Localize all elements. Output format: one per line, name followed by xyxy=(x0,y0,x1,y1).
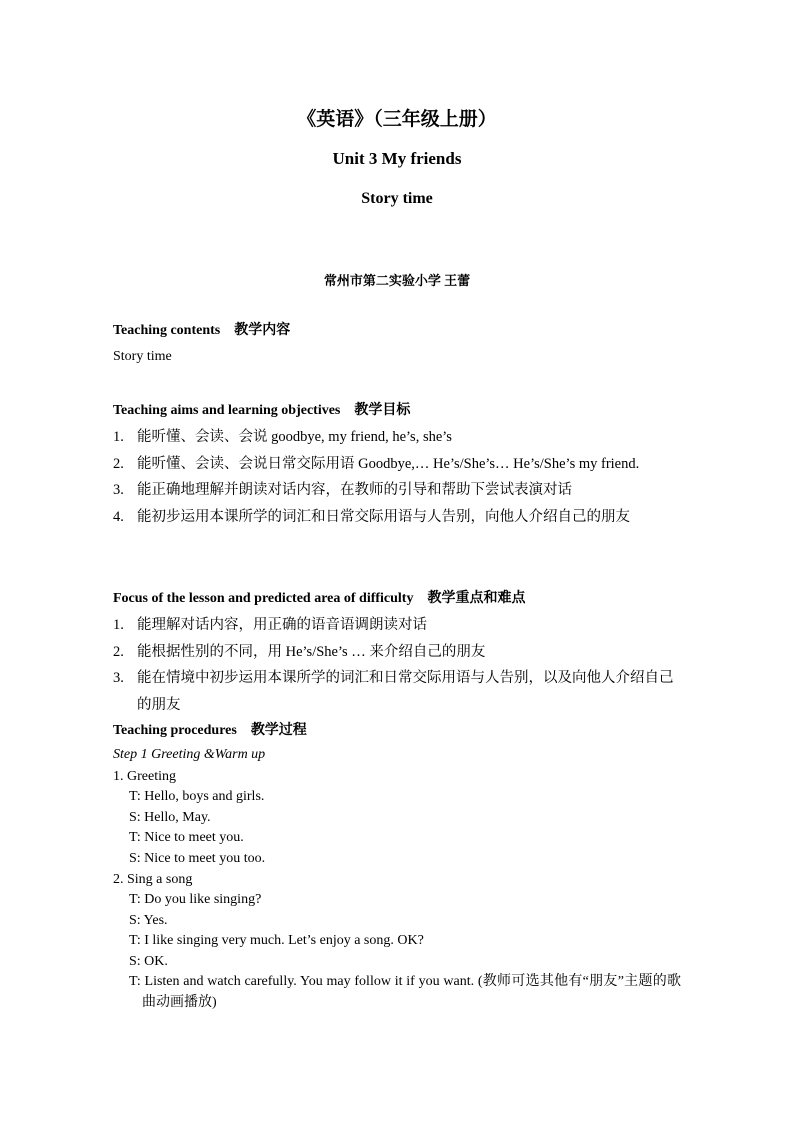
list-item: 3. 能正确地理解并朗读对话内容，在教师的引导和帮助下尝试表演对话 xyxy=(113,482,572,498)
dialogue-line: T: I like singing very much. Let’s enjoy a song. OK? xyxy=(129,933,424,948)
contents-heading-en: Teaching contents xyxy=(113,323,221,338)
contents-text: Story time xyxy=(113,349,172,364)
lesson-title: Story time xyxy=(361,190,433,207)
section-procedures xyxy=(113,718,681,1013)
dialogue-line: T: Hello, boys and girls. xyxy=(129,789,265,804)
contents-heading-cn: 教学内容 xyxy=(234,323,291,338)
procedures-heading-en: Teaching procedures xyxy=(113,723,237,738)
focus-heading-en: Focus of the lesson and predicted area of difficulty xyxy=(113,591,414,606)
dialogue-line: S: Yes. xyxy=(129,912,168,928)
aims-heading-cn: 教学目标 xyxy=(354,403,411,418)
list-item: 1. 能理解对话内容，用正确的语音语调朗读对话 xyxy=(113,617,427,633)
section-contents xyxy=(113,318,681,370)
procedures-heading xyxy=(113,718,681,744)
aims-list xyxy=(113,424,681,530)
dialogue-line: T: Nice to meet you. xyxy=(129,830,244,845)
dialogue-line: S: OK. xyxy=(129,953,168,969)
procedures-heading-cn: 教学过程 xyxy=(250,723,307,738)
dialogue-line: T: Listen and watch carefully. You may follow it if you want. (教师可选其他有“朋友”主题的歌曲动画播放) xyxy=(129,974,681,1010)
list-item: 1. 能听懂、会读、会说 goodbye, my friend, he’s, she’s xyxy=(113,429,452,445)
aims-heading xyxy=(113,398,681,424)
dialogue-line: S: Hello, May. xyxy=(129,809,211,825)
list-item: 3. 能在情境中初步运用本课所学的词汇和日常交际用语与人告别，以及向他人介绍自己的朋友 xyxy=(113,670,674,713)
unit-title: Unit 3 My friends xyxy=(332,149,462,168)
section-focus xyxy=(113,586,681,718)
contents-heading xyxy=(113,318,681,344)
dialogue-line: T: Do you like singing? xyxy=(129,892,262,907)
section-aims xyxy=(113,398,681,530)
author-line: 常州市第二实验小学 王蕾 xyxy=(323,273,471,288)
dialogue-line: S: Nice to meet you too. xyxy=(129,850,266,866)
focus-heading xyxy=(113,586,681,612)
list-item: 2. 能听懂、会读、会说日常交际用语 Goodbye,… He’s/She’s… He’s/She’s my friend. xyxy=(113,455,640,472)
focus-heading-cn: 教学重点和难点 xyxy=(427,591,526,606)
step-heading: Step 1 Greeting &Warm up xyxy=(113,747,266,762)
greeting-label: 1. Greeting xyxy=(113,769,176,784)
document-title: 《英语》（三年级上册） xyxy=(297,109,497,130)
focus-list xyxy=(113,612,681,718)
list-item: 4. 能初步运用本课所学的词汇和日常交际用语与人告别，向他人介绍自己的朋友 xyxy=(113,508,630,525)
list-item: 2. 能根据性别的不同，用 He’s/She’s … 来介绍自己的朋友 xyxy=(113,643,486,660)
aims-heading-en: Teaching aims and learning objectives xyxy=(113,403,341,418)
song-label: 2. Sing a song xyxy=(113,872,193,887)
